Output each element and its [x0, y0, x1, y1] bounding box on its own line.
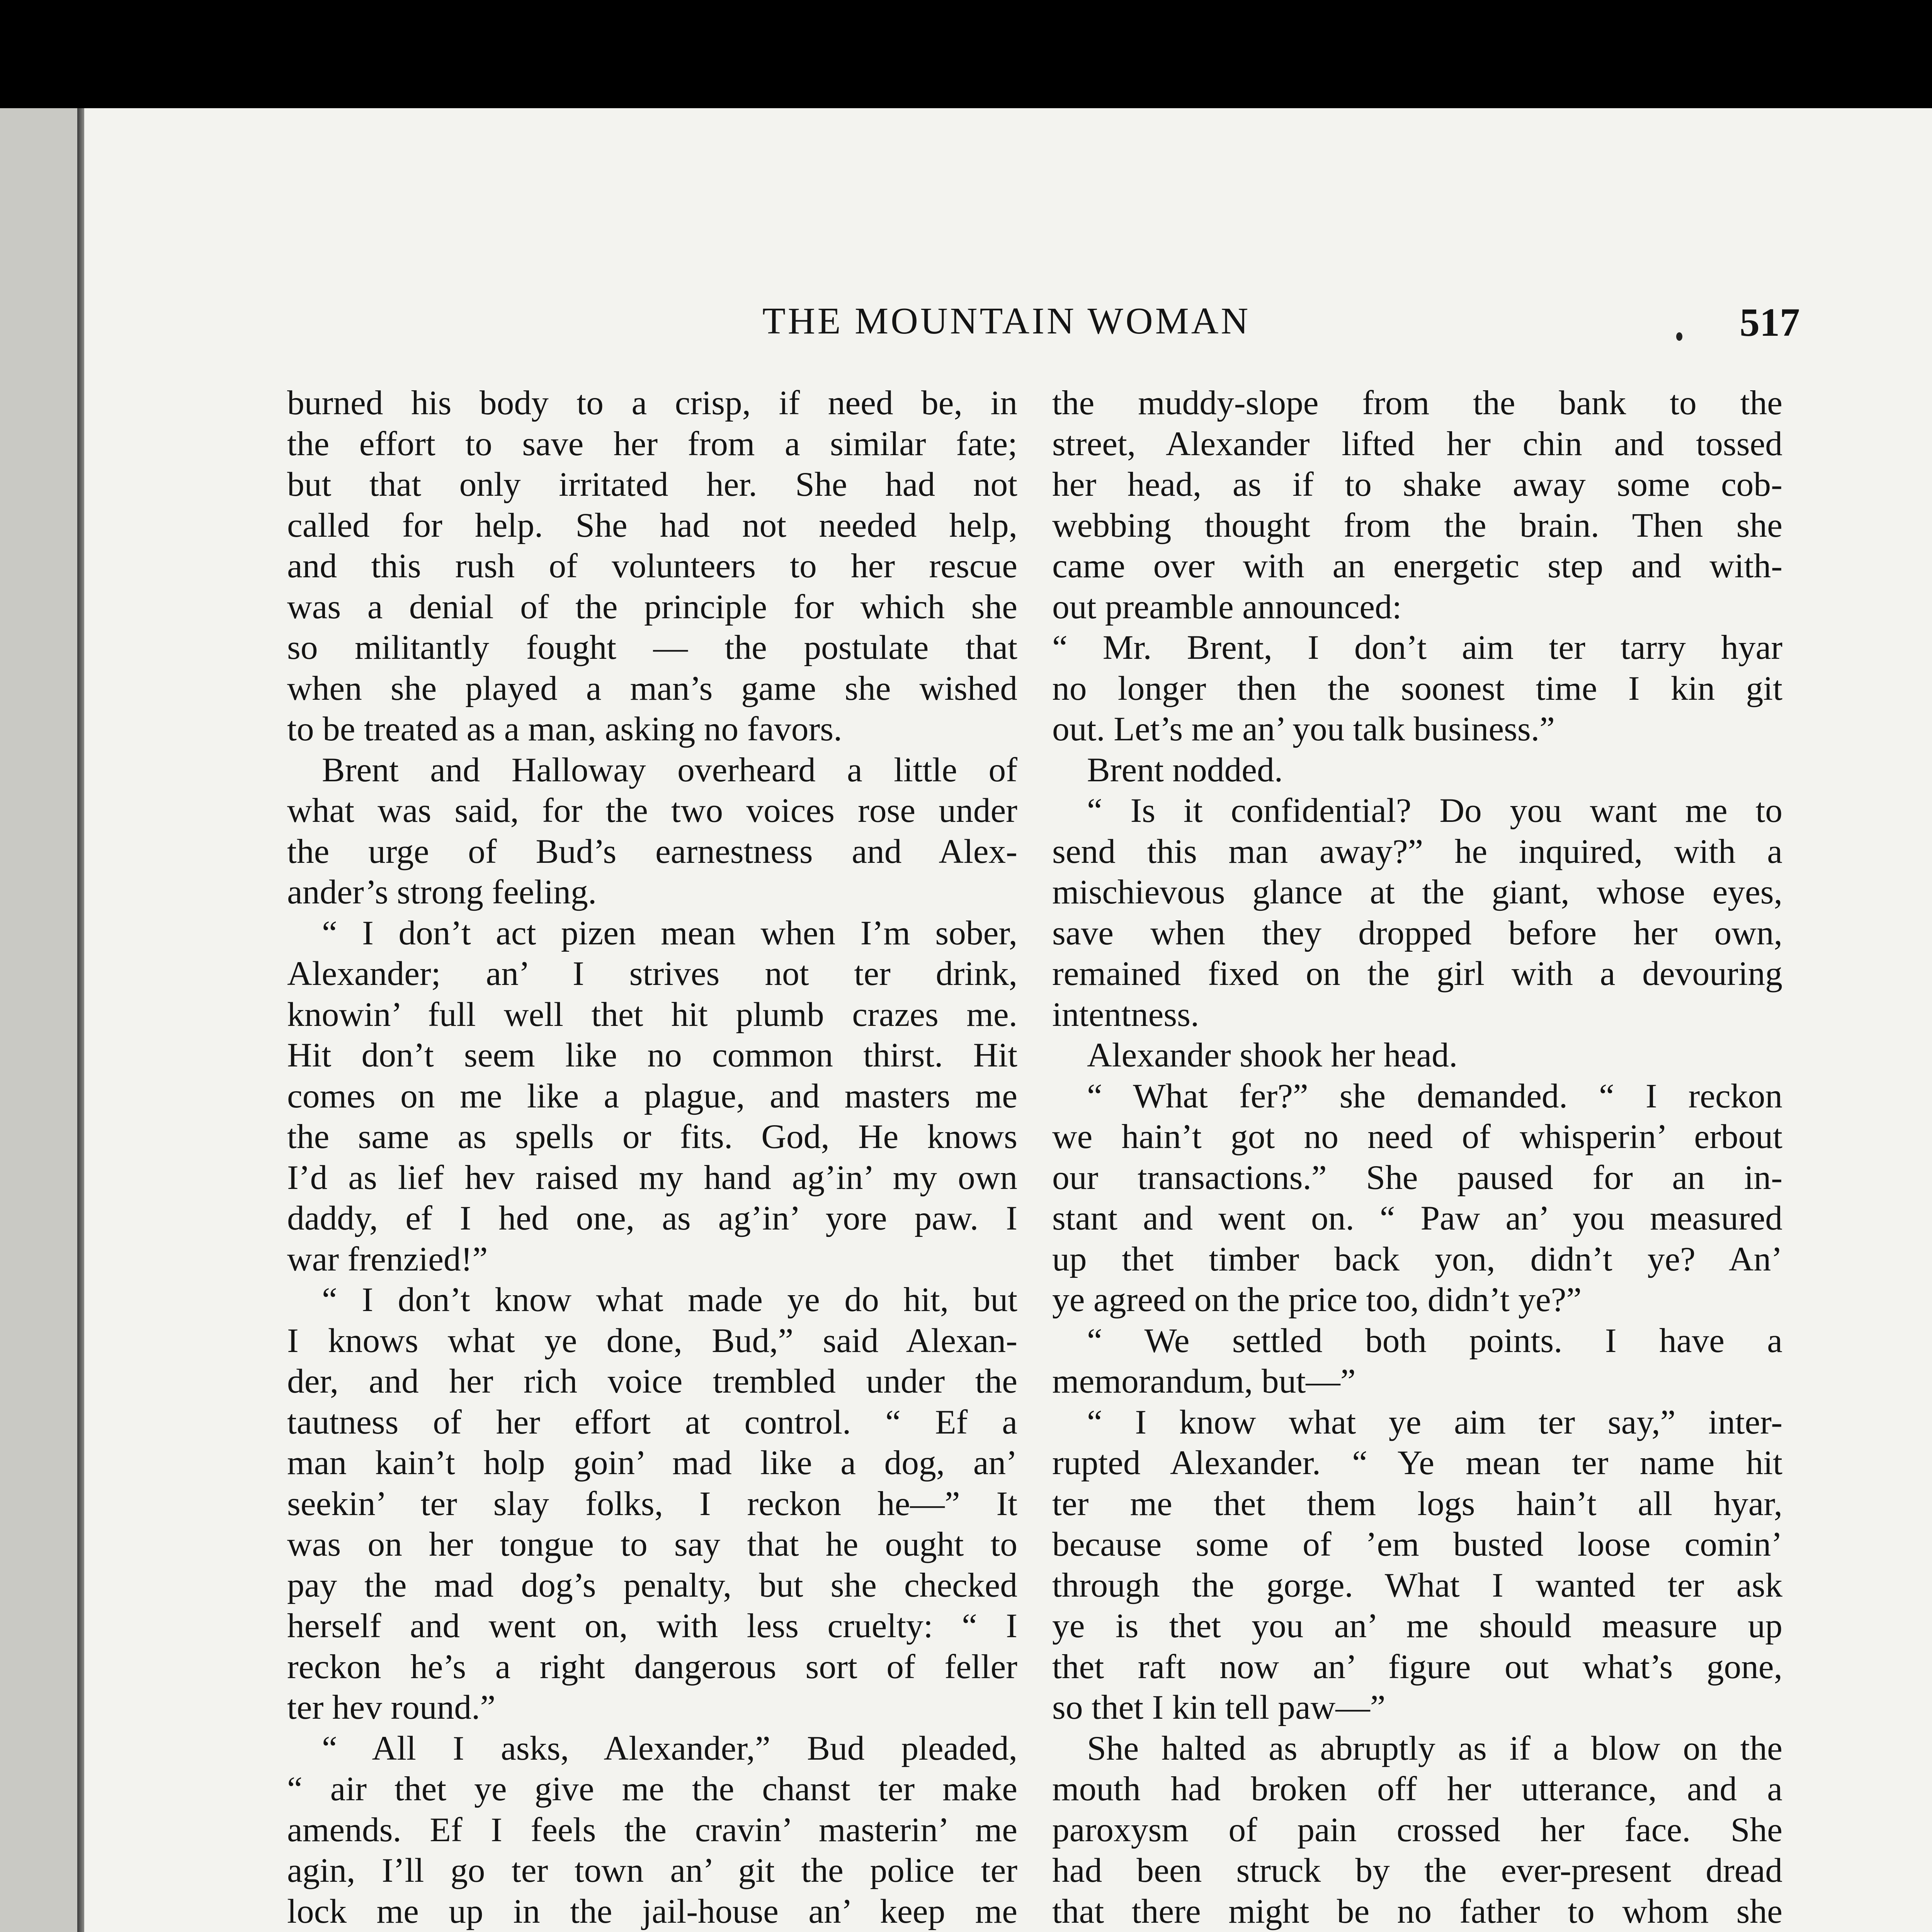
text-line: to be treated as a man, asking no favors. [287, 710, 842, 748]
text-line: we hain’t got no need of whisperin’ erbout [1052, 1117, 1782, 1156]
text-line: memorandum, but—” [1052, 1362, 1356, 1400]
text-line: knowin’ full well thet hit plumb crazes me. [287, 995, 1017, 1034]
book-page [84, 108, 1932, 1932]
text-line: reckon he’s a right dangerous sort of feller [287, 1647, 1017, 1686]
text-line: out preamble announced: [1052, 587, 1402, 626]
text-line: the muddy-slope from the bank to the [1052, 384, 1782, 422]
text-line: “ Mr. Brent, I don’t aim ter tarry hyar [1052, 628, 1782, 667]
text-line: war frenzied!” [287, 1240, 488, 1278]
text-line: I knows what ye done, Bud,” said Alexan- [287, 1321, 1017, 1360]
left-column [287, 383, 1017, 1932]
text-line: stant and went on. “ Paw an’ you measured [1052, 1199, 1782, 1237]
text-line: mouth had broken off her utterance, and a [1052, 1770, 1782, 1808]
text-line: She halted as abruptly as if a blow on the [1087, 1729, 1782, 1767]
text-line: ye agreed on the price too, didn’t ye?” [1052, 1281, 1582, 1319]
text-line: send this man away?” he inquired, with a [1052, 832, 1782, 871]
text-line: daddy, ef I hed one, as ag’in’ yore paw. I [287, 1199, 1017, 1237]
text-line: “ All I asks, Alexander,” Bud pleaded, [322, 1729, 1017, 1767]
text-line: tautness of her effort at control. “ Ef a [287, 1403, 1017, 1441]
text-line: that there might be no father to whom she [1052, 1892, 1782, 1930]
text-line: webbing thought from the brain. Then she [1052, 506, 1782, 544]
text-line: “ air thet ye give me the chanst ter make [287, 1770, 1017, 1808]
text-line: agin, I’ll go ter town an’ git the police ter [287, 1851, 1017, 1889]
text-line: “ Is it confidential? Do you want me to [1087, 791, 1782, 830]
text-line: ander’s strong feeling. [287, 873, 597, 911]
text-line: the effort to save her from a similar fate; [287, 424, 1017, 463]
text-line: burned his body to a crisp, if need be, in [287, 384, 1017, 422]
text-line: what was said, for the two voices rose under [287, 791, 1017, 830]
text-line: up thet timber back yon, didn’t ye? An’ [1052, 1240, 1782, 1278]
text-line: pay the mad dog’s penalty, but she checked [287, 1566, 1017, 1604]
text-line: lock me up in the jail-house an’ keep me [287, 1892, 1017, 1930]
text-line: Brent nodded. [1087, 750, 1283, 789]
previous-page-edge [0, 108, 84, 1932]
text-line: ter hev round.” [287, 1688, 496, 1726]
text-line: “ What fer?” she demanded. “ I reckon [1087, 1077, 1782, 1115]
text-line: ye is thet you an’ me should measure up [1052, 1607, 1782, 1645]
right-column [1052, 383, 1782, 1932]
page-header [84, 299, 1932, 350]
text-line: seekin’ ter slay folks, I reckon he—” It [287, 1484, 1017, 1523]
text-line: rupted Alexander. “ Ye mean ter name hit [1052, 1444, 1782, 1482]
text-line: street, Alexander lifted her chin and tossed [1052, 424, 1782, 463]
text-line: her head, as if to shake away some cob- [1052, 465, 1782, 503]
running-title: THE MOUNTAIN WOMAN [762, 300, 1251, 342]
text-line: paroxysm of pain crossed her face. She [1052, 1810, 1782, 1849]
text-line: “ I don’t act pizen mean when I’m sober, [322, 913, 1017, 952]
text-line: comes on me like a plague, and masters me [287, 1077, 1017, 1115]
text-line: der, and her rich voice trembled under the [287, 1362, 1017, 1400]
text-line: no longer then the soonest time I kin git [1052, 669, 1782, 707]
text-line: the urge of Bud’s earnestness and Alex- [287, 832, 1017, 871]
text-line: was a denial of the principle for which she [287, 587, 1017, 626]
text-line: man kain’t holp goin’ mad like a dog, an’ [287, 1444, 1017, 1482]
text-line: so thet I kin tell paw—” [1052, 1688, 1386, 1726]
text-line: “ I know what ye aim ter say,” inter- [1087, 1403, 1782, 1441]
text-line: our transactions.” She paused for an in- [1052, 1158, 1782, 1197]
text-line: called for help. She had not needed help, [287, 506, 1017, 544]
text-line: Hit don’t seem like no common thirst. Hit [287, 1036, 1017, 1074]
text-line: “ We settled both points. I have a [1087, 1321, 1782, 1360]
text-line: remained fixed on the girl with a devouring [1052, 954, 1782, 993]
text-line: herself and went on, with less cruelty: “ I [287, 1607, 1017, 1645]
text-line: through the gorge. What I wanted ter ask [1052, 1566, 1782, 1604]
text-line: mischievous glance at the giant, whose eyes, [1052, 873, 1782, 911]
text-line: Alexander; an’ I strives not ter drink, [287, 954, 1017, 993]
text-line: but that only irritated her. She had not [287, 465, 1017, 503]
text-line: “ I don’t know what made ye do hit, but [322, 1281, 1017, 1319]
text-line: Alexander shook her head. [1087, 1036, 1458, 1074]
text-line: had been struck by the ever-present dread [1052, 1851, 1782, 1889]
text-line: I’d as lief hev raised my hand ag’in’ my own [287, 1158, 1017, 1197]
text-line: was on her tongue to say that he ought to [287, 1525, 1017, 1563]
page-number: 517 [1740, 300, 1800, 345]
text-line: so militantly fought — the postulate that [287, 628, 1017, 667]
text-line: thet raft now an’ figure out what’s gone, [1052, 1647, 1782, 1686]
text-line: the same as spells or fits. God, He knows [287, 1117, 1017, 1156]
text-line: intentness. [1052, 995, 1199, 1034]
text-line: save when they dropped before her own, [1052, 913, 1782, 952]
text-line: ter me thet them logs hain’t all hyar, [1052, 1484, 1782, 1523]
text-line: when she played a man’s game she wished [287, 669, 1017, 707]
text-line: out. Let’s me an’ you talk business.” [1052, 710, 1555, 748]
text-line: and this rush of volunteers to her rescue [287, 547, 1017, 585]
text-line: amends. Ef I feels the cravin’ masterin’ me [287, 1810, 1017, 1849]
text-line: came over with an energetic step and with- [1052, 547, 1782, 585]
text-line: because some of ’em busted loose comin’ [1052, 1525, 1782, 1563]
text-line: Brent and Halloway overheard a little of [322, 750, 1017, 789]
